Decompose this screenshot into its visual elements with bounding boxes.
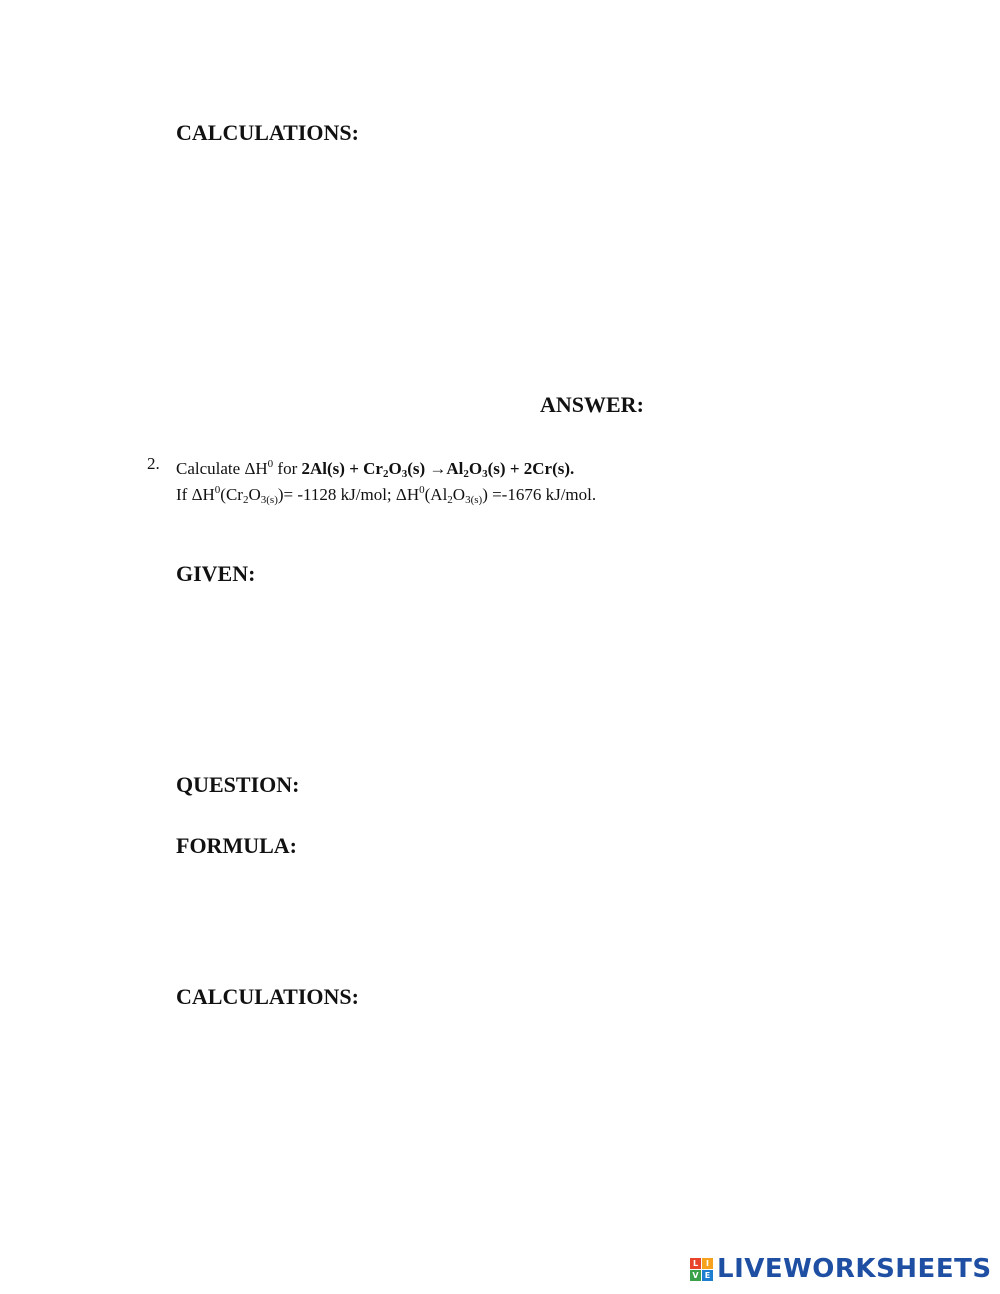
problem-statement-line2: If $\Delta H^0(Cr_2O_{3(s)})= -1128$ kJ/mol; $\Delta H^0(Al_2O_{3(s)}) =-1676$ kJ/mol. bbox=[176, 484, 597, 506]
question-label: QUESTION: bbox=[176, 772, 300, 797]
logo-tile-v: V bbox=[690, 1270, 701, 1281]
problem-number: 2. bbox=[147, 454, 160, 473]
logo-tile-i: I bbox=[702, 1258, 713, 1269]
calculations-heading-2: CALCULATIONS: bbox=[176, 984, 359, 1009]
calculations-heading: CALCULATIONS: bbox=[176, 120, 359, 145]
formula-heading: FORMULA: bbox=[176, 833, 297, 858]
given-heading: GIVEN: bbox=[176, 561, 256, 586]
logo-tile-l: L bbox=[690, 1258, 701, 1269]
liveworksheets-logo-text: LIVEWORKSHEETS bbox=[717, 1254, 992, 1284]
problem-statement-line1: Calculate $\Delta H^0$ for $2Al(s) + Cr_2O_3(s) \to Al_2O_3(s) + 2Cr(s)$. bbox=[176, 458, 575, 480]
logo-tile-e: E bbox=[702, 1270, 713, 1281]
liveworksheets-logo-icon bbox=[690, 1258, 713, 1281]
liveworksheets-logo bbox=[690, 1252, 992, 1286]
answer-label: ANSWER: bbox=[540, 392, 644, 417]
